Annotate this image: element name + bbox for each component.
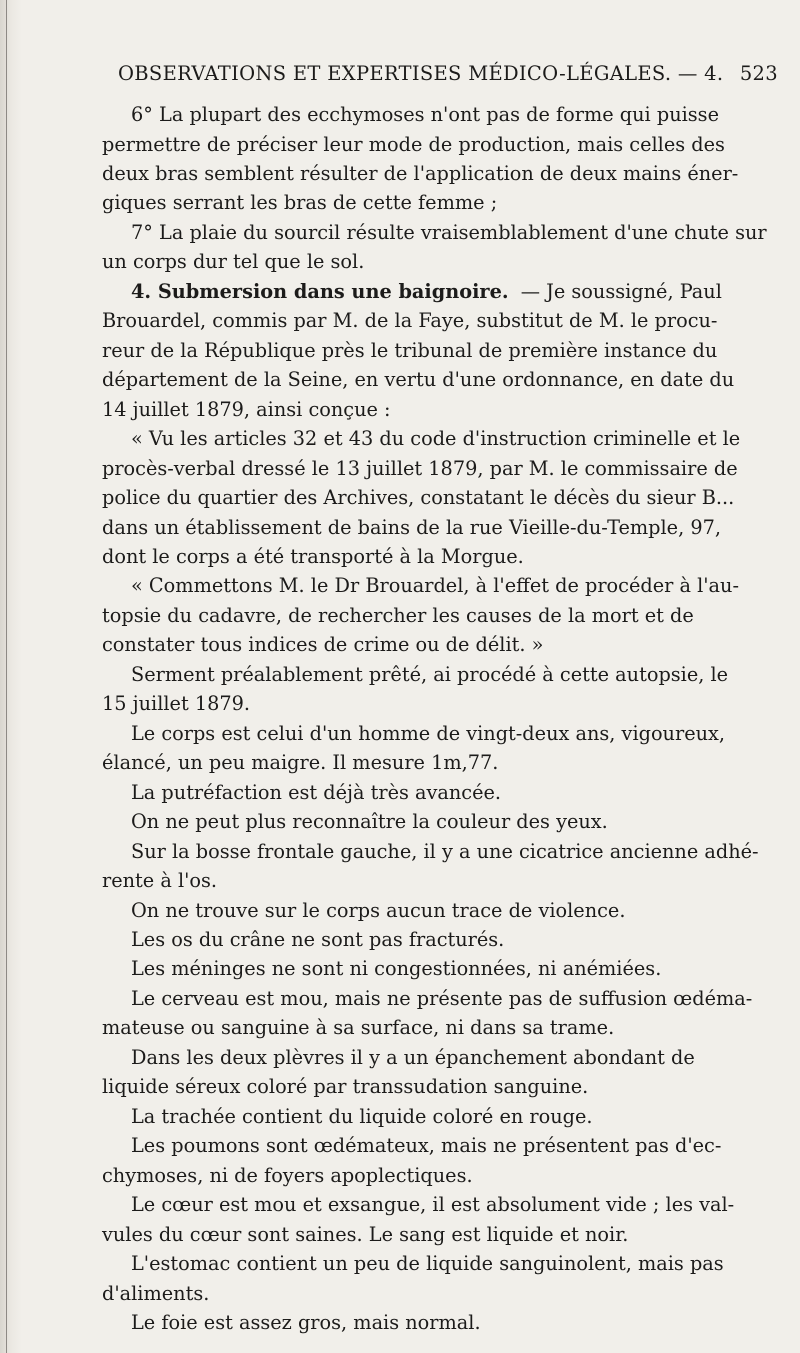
running-header [118,62,778,85]
text-line: On ne trouve sur le corps aucun trace de violence. [131,898,626,922]
text-line: « Vu les articles 32 et 43 du code d'instruction criminelle et le [131,427,741,451]
text-line: d'aliments. [102,1281,210,1305]
text-line: 7° La plaie du sourcil résulte vraisemblablement d'une chute sur [131,220,767,244]
text-line: procès-verbal dressé le 13 juillet 1879, par M. le commissaire de [102,456,738,480]
page-number: 523 [739,62,778,85]
text-line: reur de la République près le tribunal de première instance du [102,338,718,362]
text-line: élancé, un peu maigre. Il mesure 1m,77. [102,751,499,775]
text-line: Le corps est celui d'un homme de vingt-deux ans, vigoureux, [131,721,726,745]
text-line: Brouardel, commis par M. de la Faye, substitut de M. le procu- [102,309,718,333]
text-line: Serment préalablement prêté, ai procédé à cette autopsie, le [131,662,729,686]
text-line: département de la Seine, en vertu d'une ordonnance, en date du [102,368,735,392]
text-line: On ne peut plus reconnaître la couleur des yeux. [131,810,608,834]
text-line: giques serrant les bras de cette femme ; [102,191,498,215]
text-line: deux bras semblent résulter de l'application de deux mains éner- [102,161,739,185]
text-line: liquide séreux coloré par transsudation sanguine. [102,1075,589,1099]
text-line: Les méninges ne sont ni congestionnées, ni anémiées. [131,957,662,981]
text-line: Les poumons sont œdémateux, mais ne présentent pas d'ec- [131,1134,722,1158]
text-line: Les os du crâne ne sont pas fracturés. [131,928,505,951]
text-line: 14 juillet 1879, ainsi conçue : [102,397,391,421]
text-line: un corps dur tel que le sol. [102,250,365,274]
text-line: Le cœur est mou et exsangue, il est absolument vide ; les val- [131,1193,735,1217]
text-line: 6° La plupart des ecchymoses n'ont pas de forme qui puisse [131,103,719,126]
text-line: L'estomac contient un peu de liquide sanguinolent, mais pas [131,1252,724,1276]
text-line: dans un établissement de bains de la rue Vieille-du-Temple, 97, [102,515,722,539]
page-binding-edge [6,0,7,1353]
text-line: Le foie est assez gros, mais normal. [131,1311,481,1334]
text-line: rente à l'os. [102,869,218,892]
text-line: constater tous indices de crime ou de délit. » [102,633,544,657]
text-line: permettre de préciser leur mode de production, mais celles des [102,132,725,156]
text-line: La trachée contient du liquide coloré en rouge. [131,1104,593,1128]
text-line: Le cerveau est mou, mais ne présente pas de suffusion œdéma- [131,986,753,1010]
text-line: Sur la bosse frontale gauche, il y a une cicatrice ancienne adhé- [131,839,759,863]
text-line: police du quartier des Archives, constatant le décès du sieur B... [102,486,735,509]
running-title: OBSERVATIONS ET EXPERTISES MÉDICO-LÉGALES. — 4. [118,62,724,85]
text-line: « Commettons M. le Dr Brouardel, à l'effet de procéder à l'au- [131,574,739,598]
text-line: 15 juillet 1879. [102,692,251,716]
section-heading: 4. Submersion dans une baignoire. [131,279,509,303]
text-line: Dans les deux plèvres il y a un épanchement abondant de [131,1045,695,1069]
section-heading-line [131,278,722,306]
text-line: La putréfaction est déjà très avancée. [131,780,502,804]
text-line: dont le corps a été transporté à la Morgue. [102,545,524,568]
text-line: chymoses, ni de foyers apoplectiques. [102,1163,473,1187]
text-line: vules du cœur sont saines. Le sang est liquide et noir. [102,1222,629,1246]
page-gutter-shadow [0,0,22,1353]
text-line: topsie du cadavre, de rechercher les causes de la mort et de [102,603,694,627]
text-line: mateuse ou sanguine à sa surface, ni dans sa trame. [102,1016,615,1040]
section-intro: — Je soussigné, Paul [520,279,722,303]
